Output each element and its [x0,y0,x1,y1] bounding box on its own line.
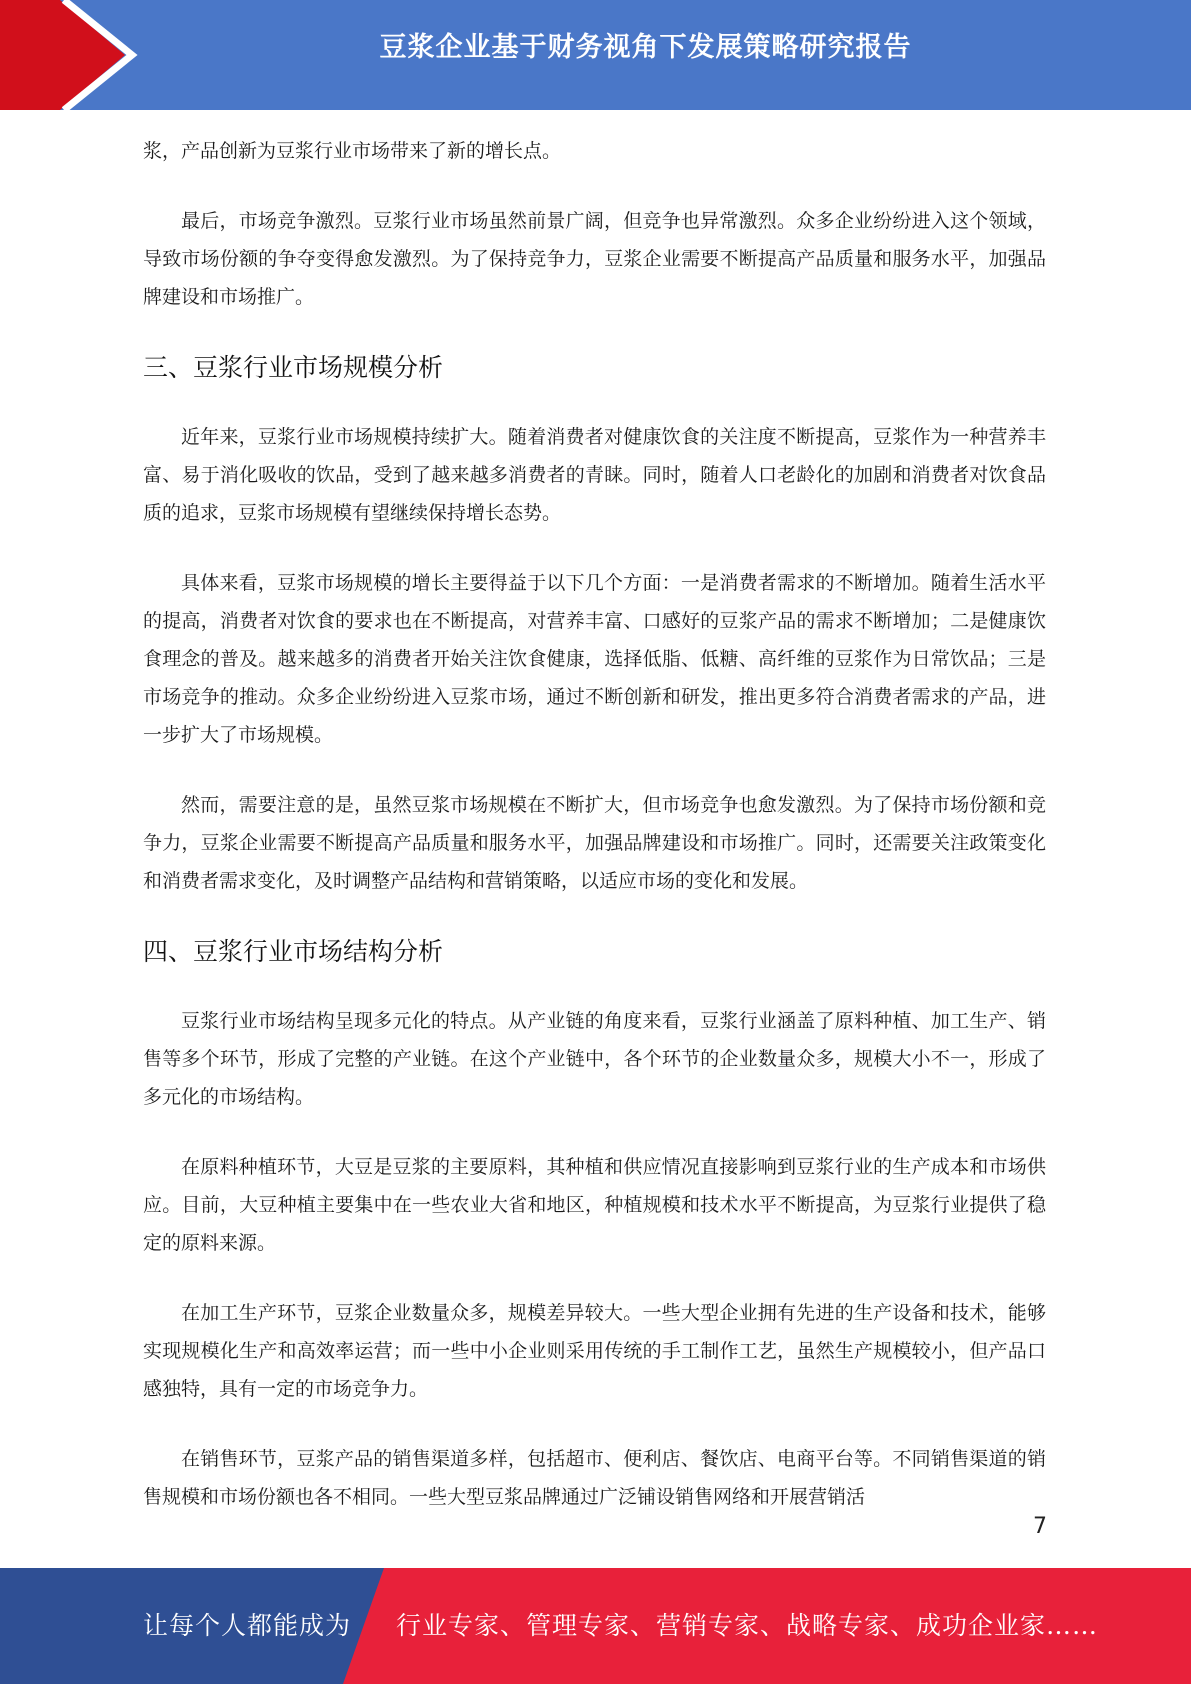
paragraph: 在销售环节，豆浆产品的销售渠道多样，包括超市、便利店、餐饮店、电商平台等。不同销售渠道的销售规模和市场份额也各不相同。一些大型豆浆品牌通过广泛铺设销售网络和开展营销活 [143,1448,1046,1508]
paragraph: 豆浆行业市场结构呈现多元化的特点。从产业链的角度来看，豆浆行业涵盖了原料种植、加工生产、销售等多个环节，形成了完整的产业链。在这个产业链中，各个环节的企业数量众多，规模大小不一，形成了多元化的市场结构。 [143,1010,1046,1108]
page-header [0,0,1191,110]
paragraph: 近年来，豆浆行业市场规模持续扩大。随着消费者对健康饮食的关注度不断提高，豆浆作为一种营养丰富、易于消化吸收的饮品，受到了越来越多消费者的青睐。同时，随着人口老龄化的加剧和消费者对饮食品质的追求，豆浆市场规模有望继续保持增长态势。 [143,426,1046,524]
section-heading: 四、豆浆行业市场结构分析 [143,937,444,966]
section-heading: 三、豆浆行业市场规模分析 [143,353,444,382]
footer-slogan-left: 让每个人都能成为 [143,1611,352,1640]
paragraph: 然而，需要注意的是，虽然豆浆市场规模在不断扩大，但市场竞争也愈发激烈。为了保持市场份额和竞争力，豆浆企业需要不断提高产品质量和服务水平，加强品牌建设和市场推广。同时，还需要关注政策变化和消费者需求变化，及时调整产品结构和营销策略，以适应市场的变化和发展。 [143,794,1046,892]
paragraph: 浆，产品创新为豆浆行业市场带来了新的增长点。 [143,140,562,162]
document-title: 豆浆企业基于财务视角下发展策略研究报告 [379,32,912,63]
paragraph: 在加工生产环节，豆浆企业数量众多，规模差异较大。一些大型企业拥有先进的生产设备和技术，能够实现规模化生产和高效率运营；而一些中小企业则采用传统的手工制作工艺，虽然生产规模较小，但产品口感独特，具有一定的市场竞争力。 [143,1302,1046,1400]
page-number: 7 [1033,1514,1047,1539]
paragraph: 在原料种植环节，大豆是豆浆的主要原料，其种植和供应情况直接影响到豆浆行业的生产成本和市场供应。目前，大豆种植主要集中在一些农业大省和地区，种植规模和技术水平不断提高，为豆浆行业提供了稳定的原料来源。 [143,1156,1046,1254]
header-arrow-decoration [0,0,160,110]
page-footer [0,1568,1191,1684]
footer-slogan-right: 行业专家、管理专家、营销专家、战略专家、成功企业家…… [396,1611,1099,1640]
paragraph: 最后，市场竞争激烈。豆浆行业市场虽然前景广阔，但竞争也异常激烈。众多企业纷纷进入这个领域，导致市场份额的争夺变得愈发激烈。为了保持竞争力，豆浆企业需要不断提高产品质量和服务水平，加强品牌建设和市场推广。 [143,210,1046,308]
paragraph: 具体来看，豆浆市场规模的增长主要得益于以下几个方面：一是消费者需求的不断增加。随着生活水平的提高，消费者对饮食的要求也在不断提高，对营养丰富、口感好的豆浆产品的需求不断增加；二是健康饮食理念的普及。越来越多的消费者开始关注饮食健康，选择低脂、低糖、高纤维的豆浆作为日常饮品；三是市场竞争的推动。众多企业纷纷进入豆浆市场，通过不断创新和研发，推出更多符合消费者需求的产品，进一步扩大了市场规模。 [143,572,1046,746]
page-content [143,132,1046,1548]
